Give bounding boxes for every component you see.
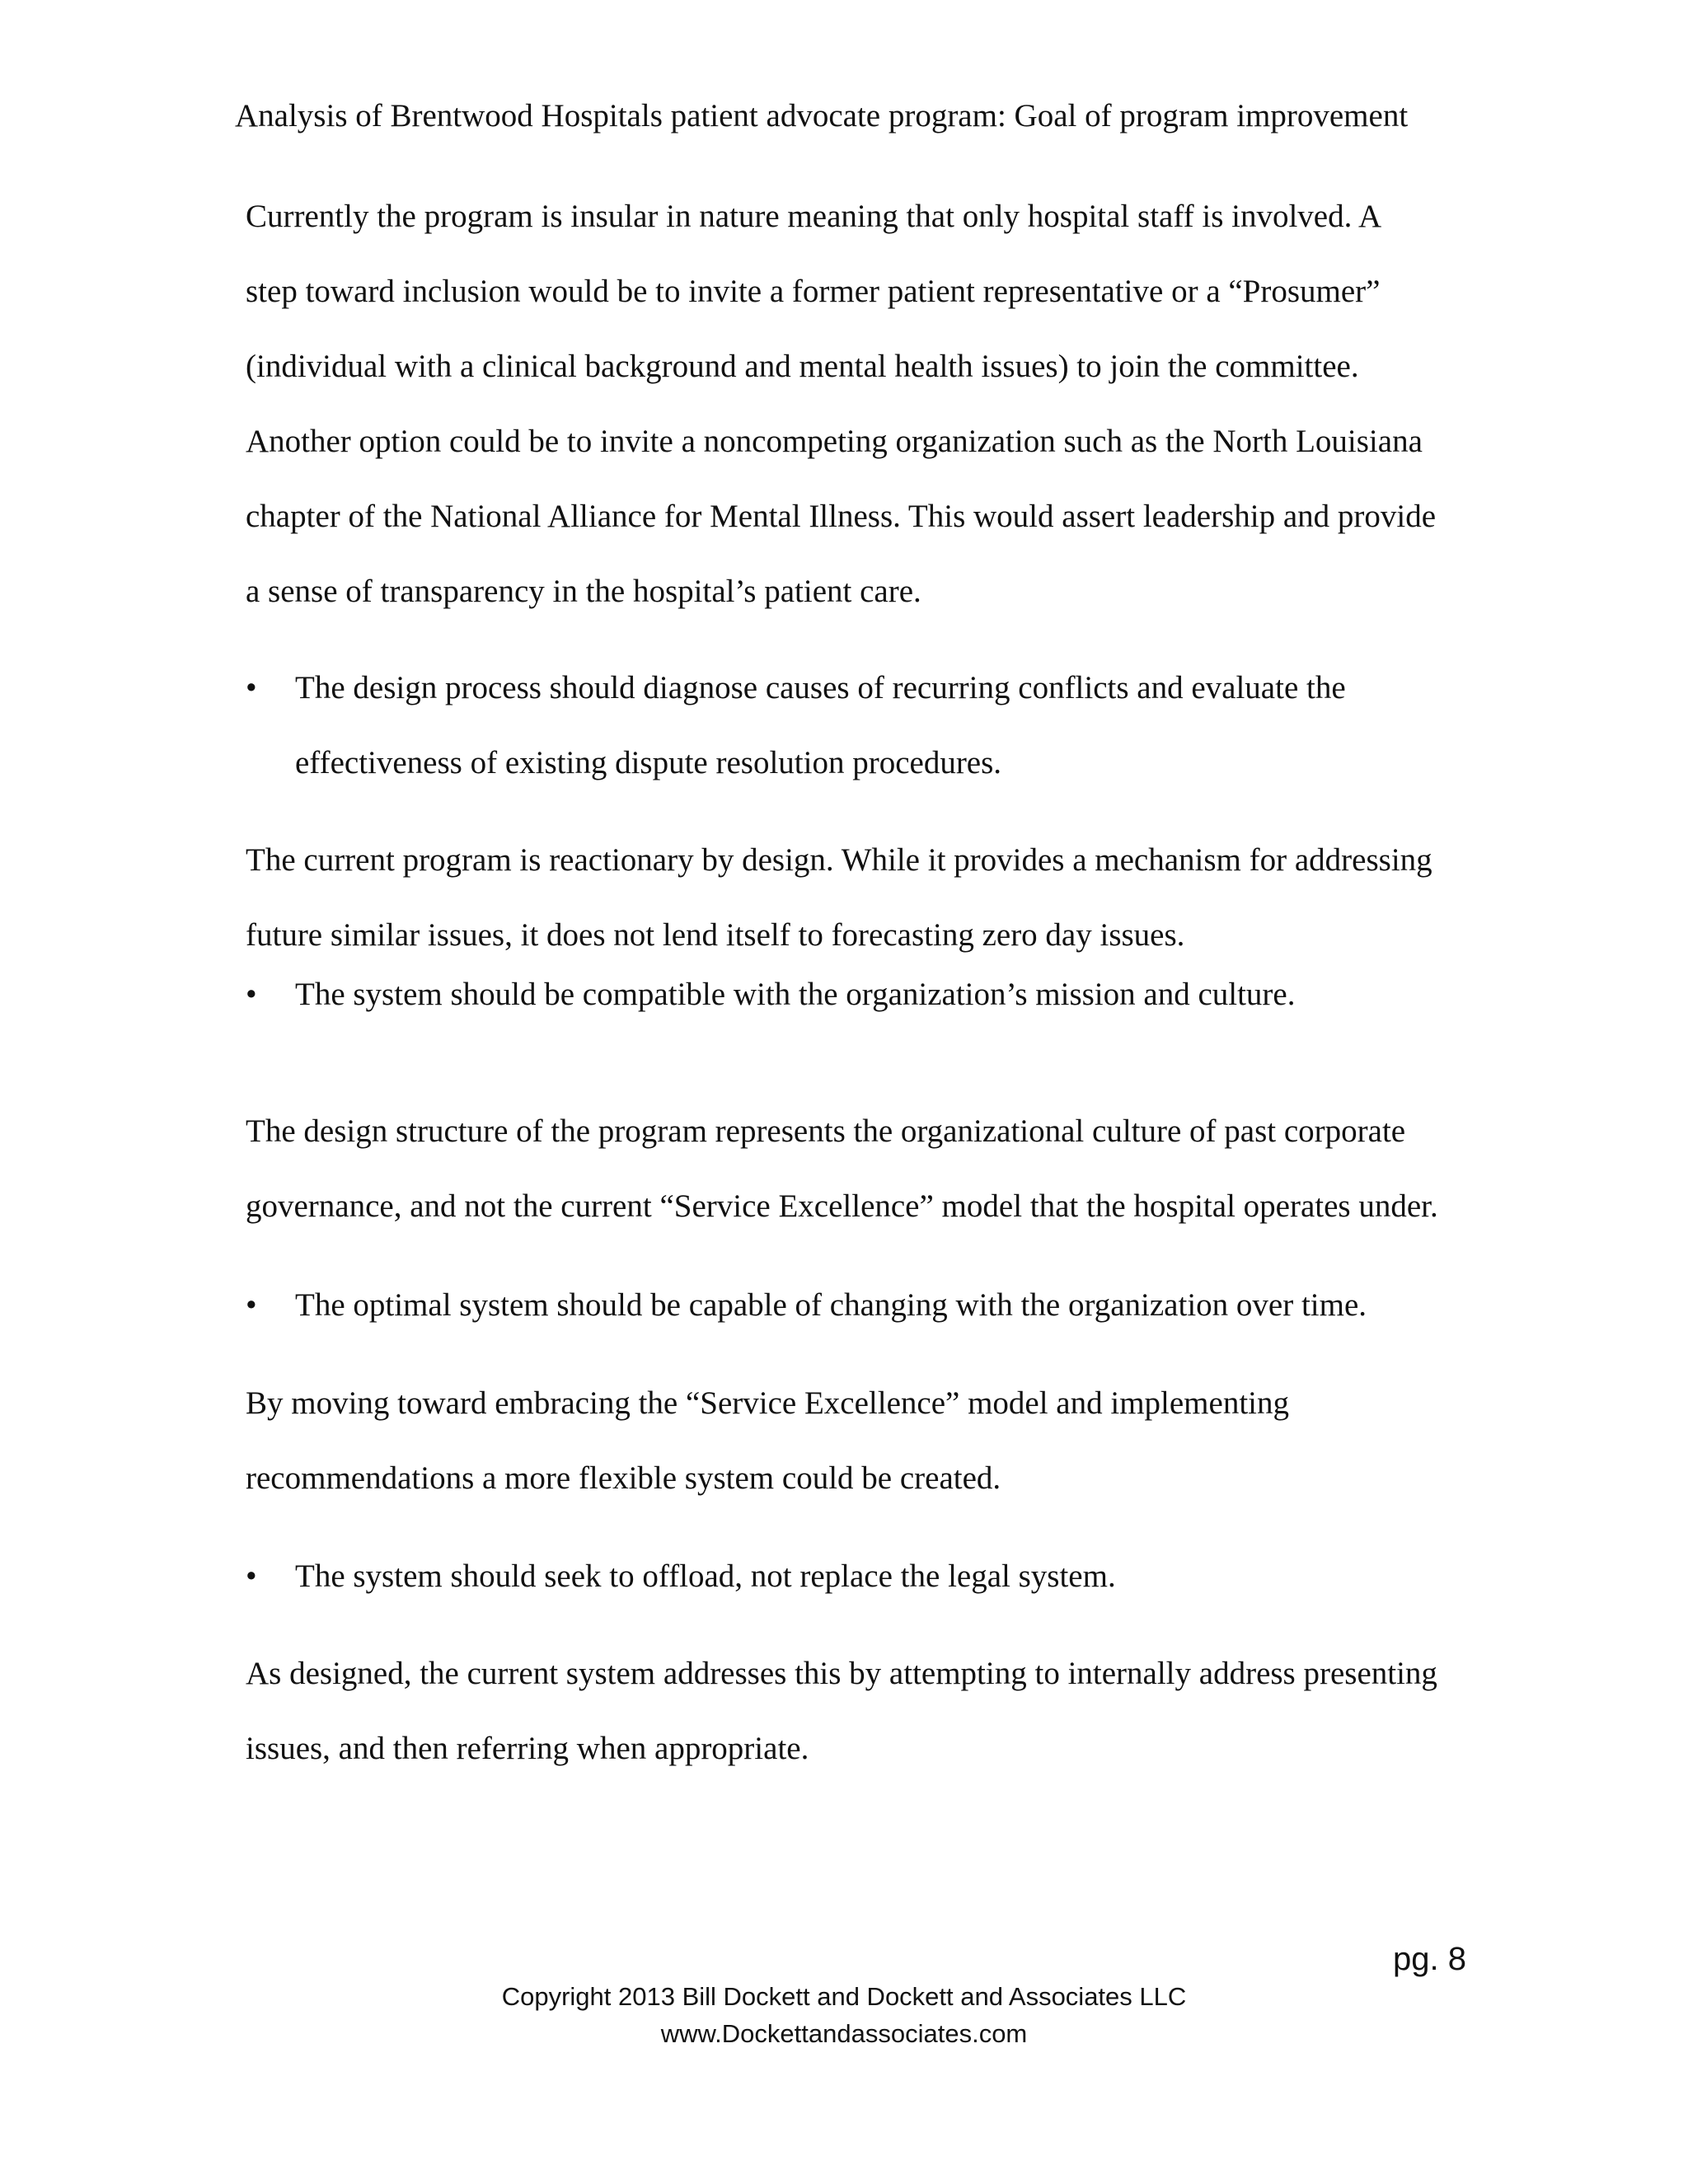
bullet-text-line: The system should seek to offload, not replace the legal system. — [295, 1558, 1116, 1594]
text-line: By moving toward embracing the “Service Excellence” model and implementing — [246, 1385, 1289, 1421]
text-line: step toward inclusion would be to invite a former patient representative or a “Prosumer” — [246, 274, 1381, 309]
bullet-icon: • — [246, 670, 257, 705]
page-header: Analysis of Brentwood Hospitals patient advocate program: Goal of program improvement — [235, 98, 1409, 134]
bullet-text-line: The system should be compatible with the organization’s mission and culture. — [295, 977, 1296, 1012]
text-line: recommendations a more flexible system could be created. — [246, 1460, 1001, 1496]
bullet-icon: • — [246, 1558, 257, 1594]
text-line: Currently the program is insular in nature meaning that only hospital staff is involved. A — [246, 199, 1382, 234]
bullet-icon: • — [246, 977, 257, 1012]
text-line: The current program is reactionary by design. While it provides a mechanism for addressing — [246, 842, 1432, 878]
text-line: chapter of the National Alliance for Mental Illness. This would assert leadership and provide — [246, 499, 1437, 534]
bullet-text-line: The optimal system should be capable of changing with the organization over time. — [295, 1287, 1367, 1323]
text-line: Another option could be to invite a noncompeting organization such as the North Louisiana — [246, 424, 1423, 459]
text-line: The design structure of the program represents the organizational culture of past corporate — [246, 1113, 1406, 1149]
bullet-text-line: The design process should diagnose causes of recurring conflicts and evaluate the — [295, 670, 1346, 705]
text-line: (individual with a clinical background and mental health issues) to join the committee. — [246, 349, 1359, 384]
text-line: issues, and then referring when appropriate. — [246, 1731, 809, 1766]
footer-website: www.Dockettandassociates.com — [660, 2019, 1028, 2048]
bullet-text-line: effectiveness of existing dispute resolution procedures. — [295, 745, 1002, 780]
footer-copyright: Copyright 2013 Bill Dockett and Dockett and Associates LLC — [501, 1982, 1187, 2011]
text-line: As designed, the current system addresses this by attempting to internally address presenting — [246, 1656, 1437, 1691]
text-line: a sense of transparency in the hospital’s patient care. — [246, 574, 921, 609]
bullet-icon: • — [246, 1287, 257, 1323]
text-line: governance, and not the current “Service Excellence” model that the hospital operates under. — [246, 1188, 1438, 1224]
page-number: pg. 8 — [1393, 1941, 1466, 1977]
text-line: future similar issues, it does not lend itself to forecasting zero day issues. — [246, 917, 1185, 953]
